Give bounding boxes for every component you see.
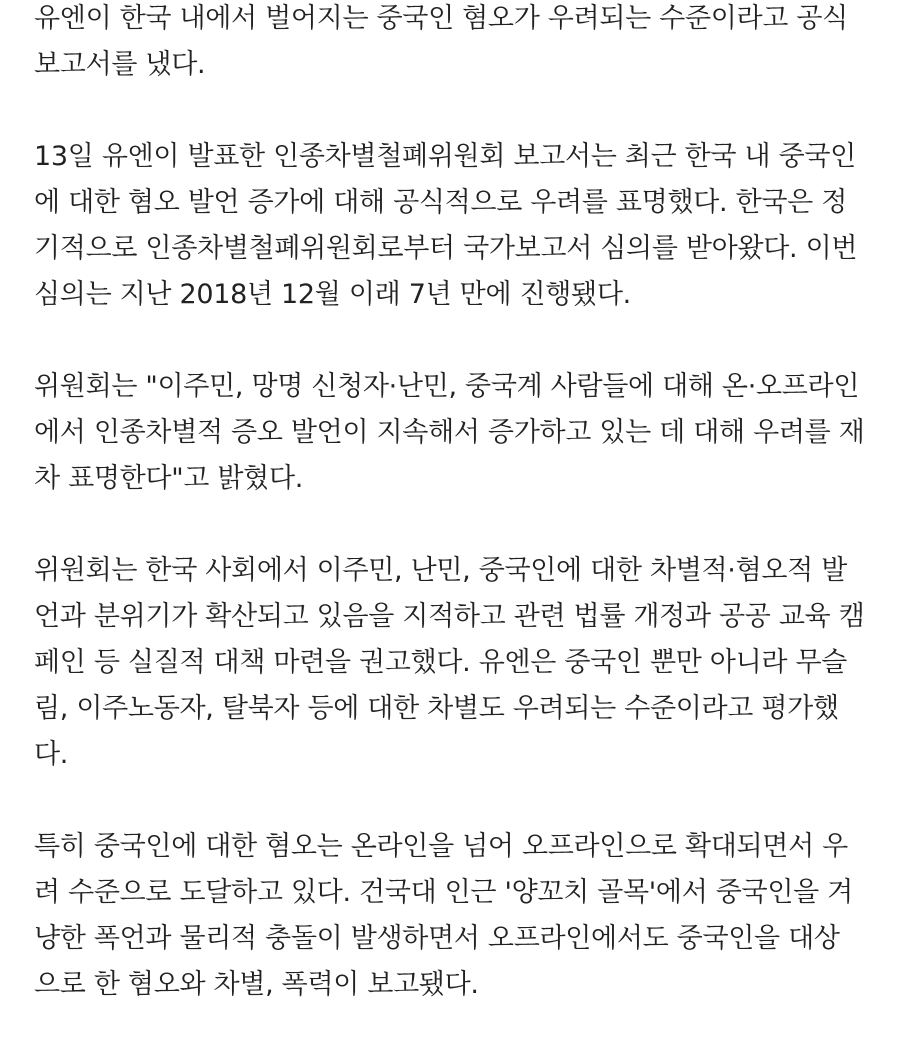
text-line: 13일 유엔이 발표한 인종차별철폐위원회 보고서는 최근 한국 내 중국인 <box>34 141 856 172</box>
text-line: 으로 한 혐오와 차별, 폭력이 보고됐다. <box>34 969 479 1000</box>
text-line: 기적으로 인종차별철폐위원회로부터 국가보고서 심의를 받아왔다. 이번 <box>34 233 858 264</box>
text-line: 다. <box>34 739 69 770</box>
text-line: 에서 인종차별적 증오 발언이 지속해서 증가하고 있는 데 대해 우려를 재 <box>34 417 865 448</box>
text-line: 위원회는 "이주민, 망명 신청자·난민, 중국계 사람들에 대해 온·오프라인 <box>34 371 860 402</box>
paragraph-4 <box>34 548 870 778</box>
paragraph-3 <box>34 364 870 502</box>
text-line: 언과 분위기가 확산되고 있음을 지적하고 관련 법률 개정과 공공 교육 캠 <box>34 601 865 632</box>
text-line: 차 표명한다"고 밝혔다. <box>34 463 304 494</box>
text-line: 페인 등 실질적 대책 마련을 권고했다. 유엔은 중국인 뿐만 아니라 무슬 <box>34 647 848 678</box>
text-line: 냥한 폭언과 물리적 충돌이 발생하면서 오프라인에서도 중국인을 대상 <box>34 923 840 954</box>
text-line: 에 대한 혐오 발언 증가에 대해 공식적으로 우려를 표명했다. 한국은 정 <box>34 187 848 218</box>
paragraph-5 <box>34 824 870 1008</box>
text-line: 위원회는 한국 사회에서 이주민, 난민, 중국인에 대한 차별적·혐오적 발 <box>34 555 848 586</box>
article-body <box>34 0 870 1054</box>
text-line: 려 수준으로 도달하고 있다. 건국대 인근 '양꼬치 골목'에서 중국인을 겨 <box>34 877 853 908</box>
text-line: 심의는 지난 2018년 12월 이래 7년 만에 진행됐다. <box>34 279 631 310</box>
paragraph-2 <box>34 134 870 318</box>
text-line: 유엔이 한국 내에서 벌어지는 중국인 혐오가 우려되는 수준이라고 공식 <box>34 3 848 34</box>
text-line: 특히 중국인에 대한 혐오는 온라인을 넘어 오프라인으로 확대되면서 우 <box>34 831 848 862</box>
text-line: 림, 이주노동자, 탈북자 등에 대한 차별도 우려되는 수준이라고 평가했 <box>34 693 839 724</box>
paragraph-1 <box>34 0 870 88</box>
text-line: 보고서를 냈다. <box>34 49 206 80</box>
